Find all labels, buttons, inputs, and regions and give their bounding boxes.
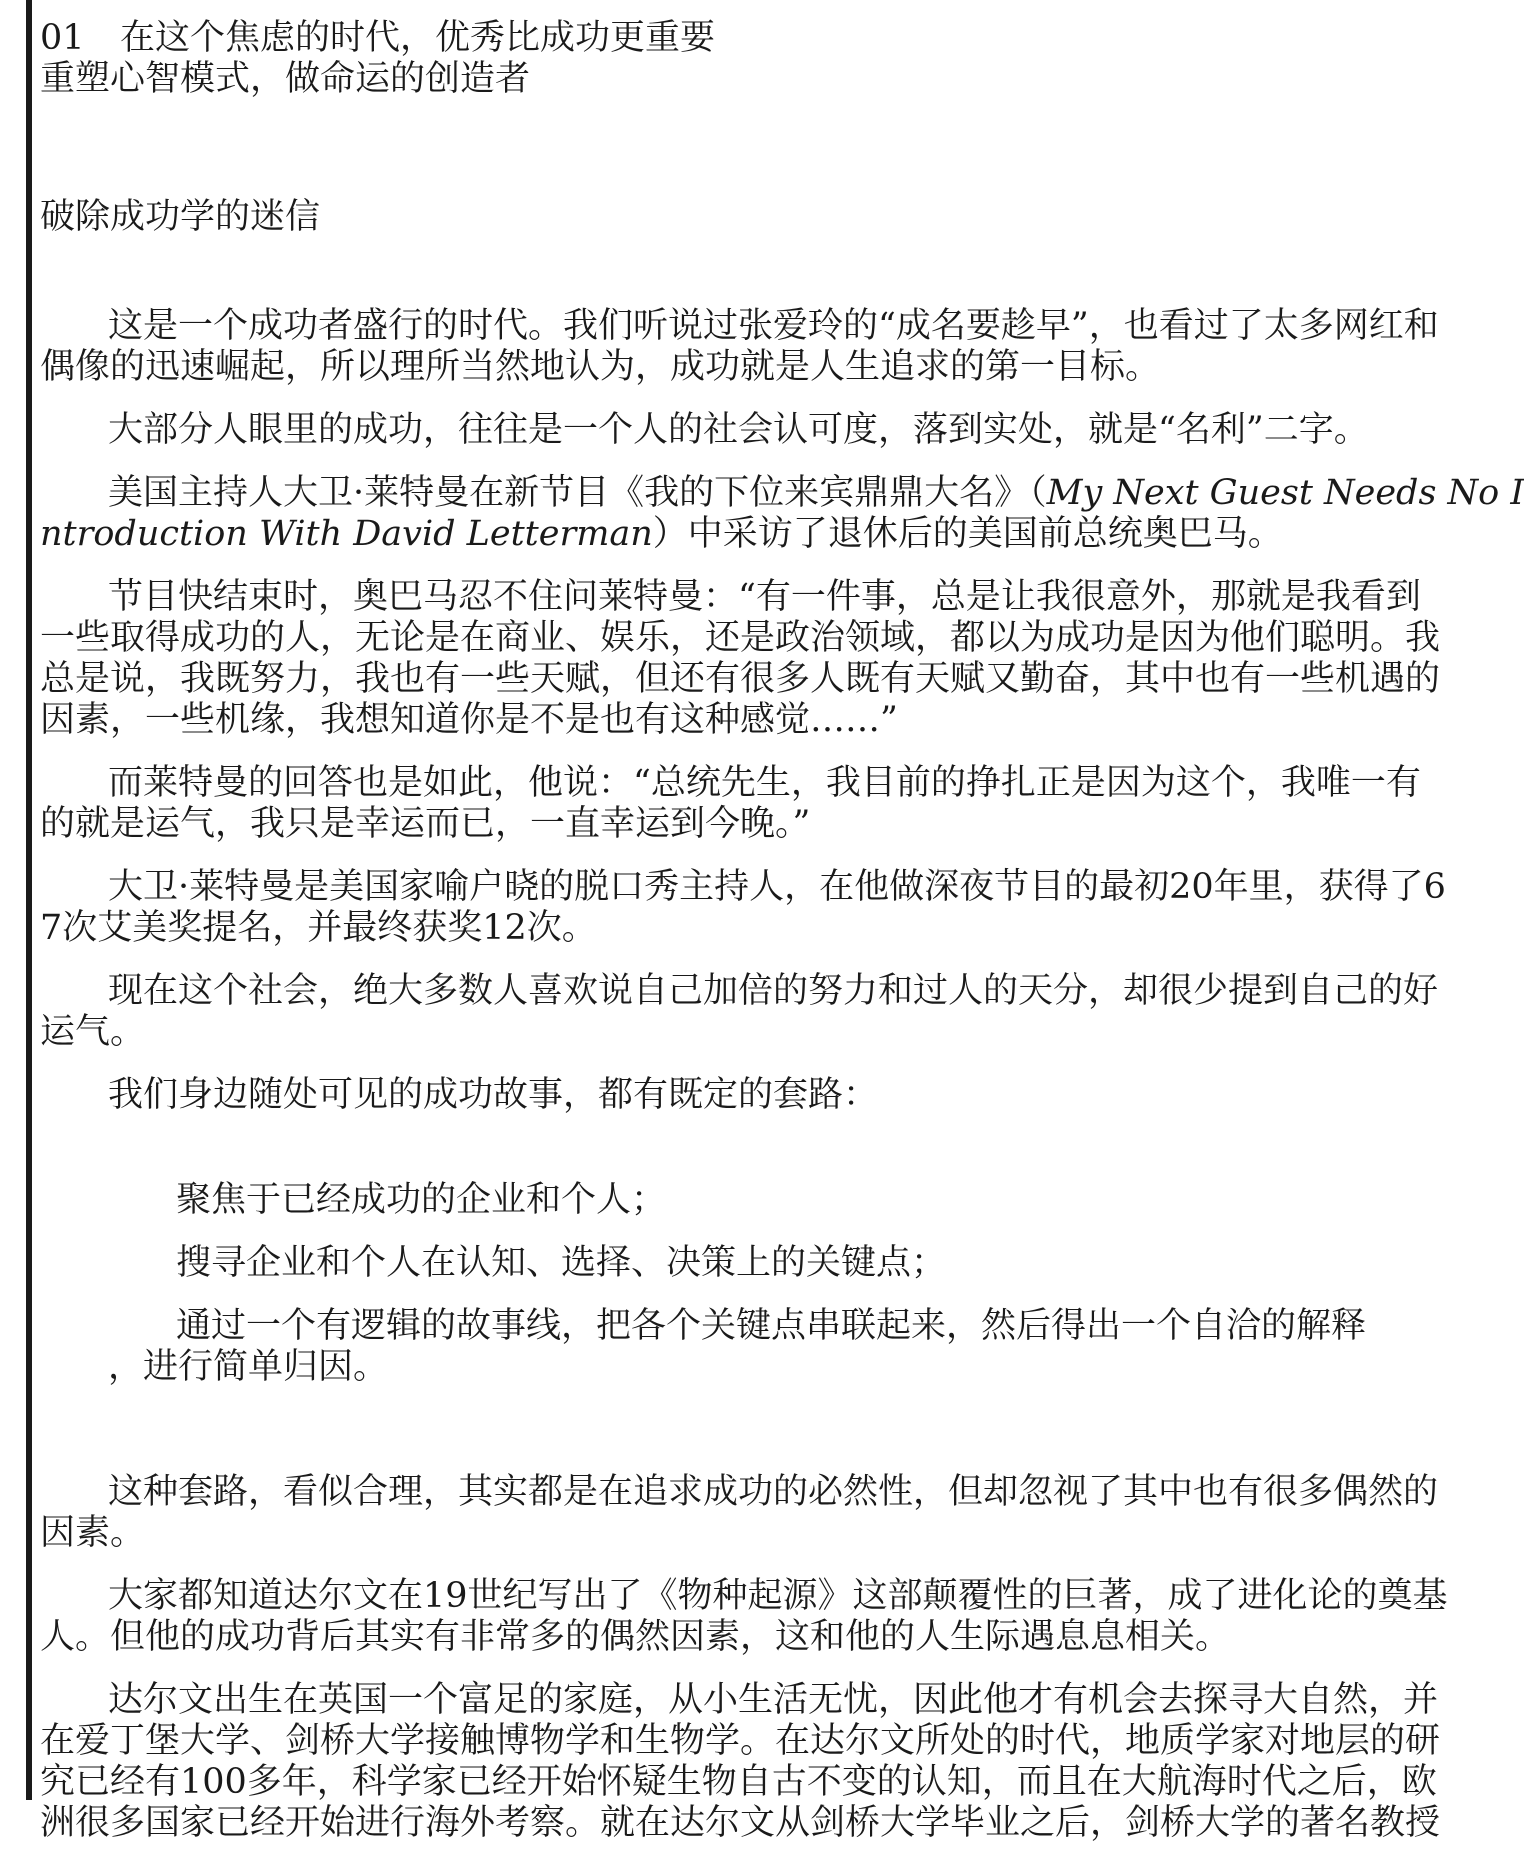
list-item-line: 搜寻企业和个人在认知、选择、决策上的关键点； xyxy=(176,1243,947,1283)
chapter-title xyxy=(40,18,1385,59)
paragraph-line: 而莱特曼的回答也是如此，他说：“总统先生，我目前的挣扎正是因为这个，我唯一有 xyxy=(108,763,1421,803)
paragraph-line: 这是一个成功者盛行的时代。我们听说过张爱玲的“成名要趁早”，也看过了太多网红和 xyxy=(108,306,1439,346)
paragraph-line: 我们身边随处可见的成功故事，都有既定的套路： xyxy=(108,1075,879,1115)
section-title: 破除成功学的迷信 xyxy=(40,197,321,237)
list-item-line: 通过一个有逻辑的故事线，把各个关键点串联起来，然后得出一个自洽的解释 xyxy=(176,1306,1367,1346)
paragraph-line: 大部分人眼里的成功，往往是一个人的社会认可度，落到实处，就是“名利”二字。 xyxy=(108,410,1369,450)
show-title-italic: ntroduction With David Letterman xyxy=(40,514,653,554)
paragraph xyxy=(40,867,1446,949)
chapter-subtitle: 重塑心智模式，做命运的创造者 xyxy=(40,59,531,99)
paragraph xyxy=(40,410,1385,451)
paragraph xyxy=(40,577,1441,741)
paragraph xyxy=(40,1075,1385,1116)
paragraph-line: 7次艾美奖提名，并最终获奖12次。 xyxy=(40,908,597,948)
paragraph xyxy=(40,1472,1439,1554)
list-item-line: 聚焦于已经成功的企业和个人； xyxy=(176,1180,667,1220)
paragraph-line xyxy=(40,473,1524,514)
paragraph-line: 因素。 xyxy=(40,1513,146,1553)
paragraph xyxy=(40,763,1421,845)
paragraph xyxy=(40,473,1524,555)
paragraph-text: 美国主持人大卫·莱特曼在新节目《我的下位来宾鼎鼎大名》（ xyxy=(108,473,1047,513)
paragraph-line xyxy=(40,514,1385,555)
paragraph-line: 现在这个社会，绝大多数人喜欢说自己加倍的努力和过人的天分，却很少提到自己的好 xyxy=(108,971,1439,1011)
document-page xyxy=(40,18,1524,1866)
paragraph-line: 究已经有100多年，科学家已经开始怀疑生物自古不变的认知，而且在大航海时代之后，欧 xyxy=(40,1762,1437,1802)
paragraph-line: 洲很多国家已经开始进行海外考察。就在达尔文从剑桥大学毕业之后，剑桥大学的著名教授 xyxy=(40,1803,1441,1843)
paragraph xyxy=(40,1680,1441,1844)
paragraph-line: 因素，一些机缘，我想知道你是不是也有这种感觉……” xyxy=(40,700,898,740)
paragraph-line: 人。但他的成功背后其实有非常多的偶然因素，这和他的人生际遇息息相关。 xyxy=(40,1617,1231,1657)
left-margin-rule xyxy=(26,0,32,1800)
paragraph-text: ）中采访了退休后的美国前总统奥巴马。 xyxy=(652,514,1283,554)
list-item xyxy=(40,1180,1385,1221)
paragraph-line: 在爱丁堡大学、剑桥大学接触博物学和生物学。在达尔文所处的时代，地质学家对地层的研 xyxy=(40,1721,1441,1761)
paragraph-line: 偶像的迅速崛起，所以理所当然地认为，成功就是人生追求的第一目标。 xyxy=(40,347,1161,387)
body-before-list xyxy=(40,306,1524,1116)
list-item xyxy=(40,1243,1385,1284)
paragraph xyxy=(40,1576,1448,1658)
paragraph-line: 一些取得成功的人，无论是在商业、娱乐，还是政治领域，都以为成功是因为他们聪明。我 xyxy=(40,618,1441,658)
paragraph-line: 总是说，我既努力，我也有一些天赋，但还有很多人既有天赋又勤奋，其中也有一些机遇的 xyxy=(40,659,1441,699)
paragraph-line: 这种套路，看似合理，其实都是在追求成功的必然性，但却忽视了其中也有很多偶然的 xyxy=(108,1472,1439,1512)
paragraph-line: 运气。 xyxy=(40,1012,146,1052)
paragraph-line: 节目快结束时，奥巴马忍不住问莱特曼：“有一件事，总是让我很意外，那就是我看到 xyxy=(108,577,1421,617)
pattern-list xyxy=(40,1180,1385,1388)
paragraph-line: 大卫·莱特曼是美国家喻户晓的脱口秀主持人，在他做深夜节目的最初20年里，获得了6 xyxy=(108,867,1446,907)
list-item xyxy=(40,1306,1385,1388)
paragraph-line: 大家都知道达尔文在19世纪写出了《物种起源》这部颠覆性的巨著，成了进化论的奠基 xyxy=(108,1576,1448,1616)
paragraph-line: 达尔文出生在英国一个富足的家庭，从小生活无忧，因此他才有机会去探寻大自然，并 xyxy=(108,1680,1439,1720)
list-item-line: ，进行简单归因。 xyxy=(108,1347,389,1387)
show-title-italic: My Next Guest Needs No I xyxy=(1046,473,1524,513)
paragraph xyxy=(40,971,1439,1053)
paragraph xyxy=(40,306,1439,388)
chapter-title-text: 在这个焦虑的时代，优秀比成功更重要 xyxy=(120,18,716,58)
paragraph-line: 的就是运气，我只是幸运而已，一直幸运到今晚。” xyxy=(40,804,811,844)
chapter-number: 01 xyxy=(40,18,85,58)
body-after-list xyxy=(40,1472,1448,1844)
